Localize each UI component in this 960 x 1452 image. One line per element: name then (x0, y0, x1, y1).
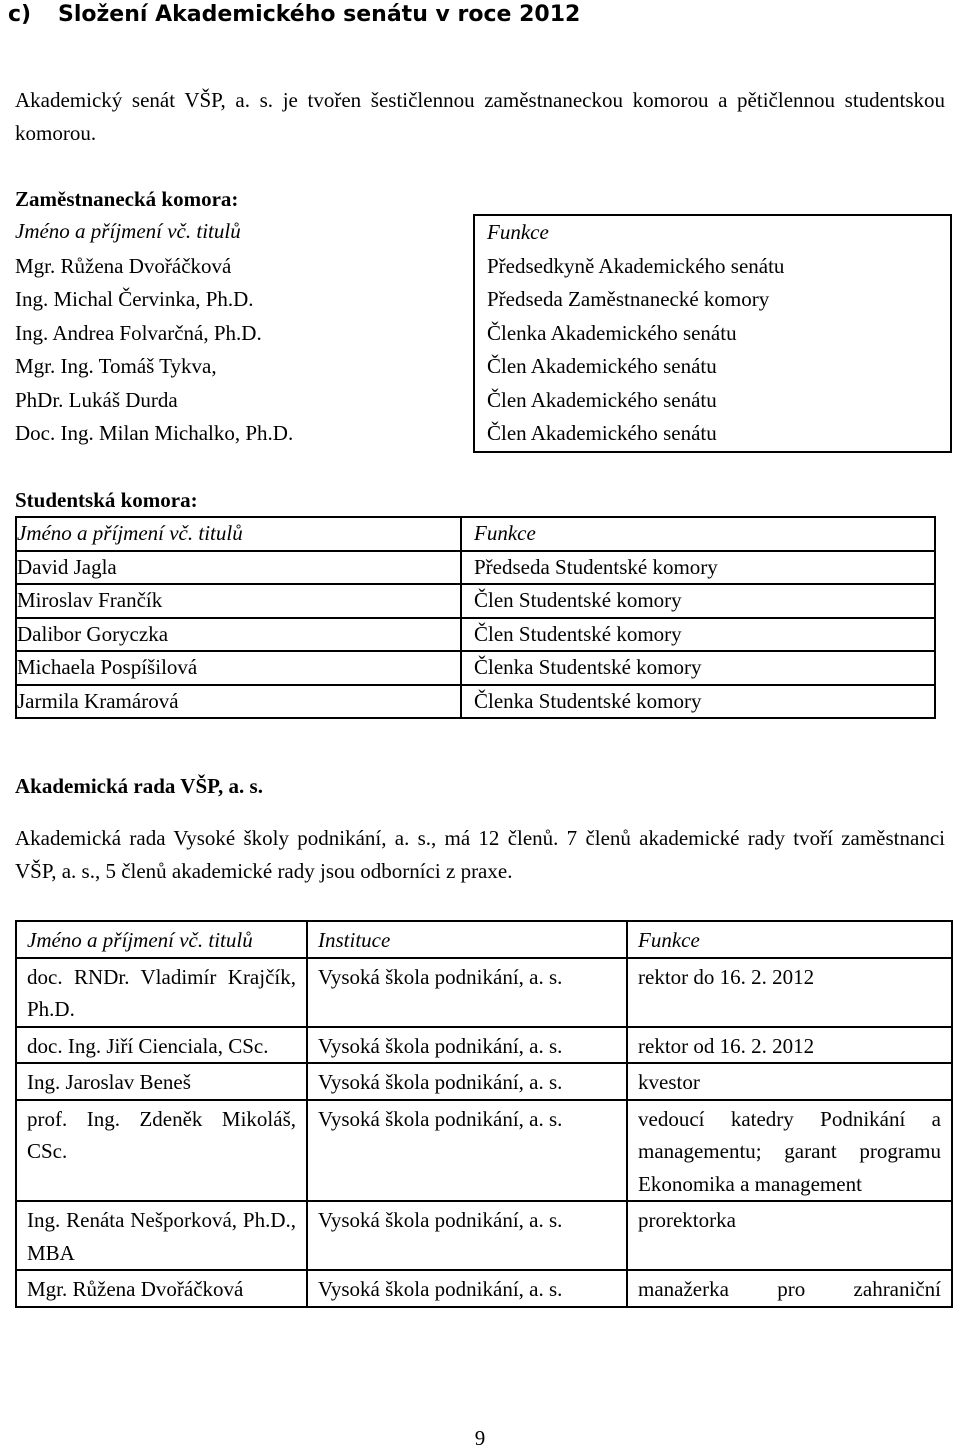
member-role: Člen Studentské komory (461, 618, 935, 652)
section-letter: c) (8, 2, 32, 27)
intro-paragraph: Akademický senát VŠP, a. s. je tvořen šestičlennou zaměstnaneckou komorou a pětičlennou studentskou komorou. (15, 88, 945, 145)
member-name: Mgr. Růžena Dvořáčková (16, 1270, 307, 1307)
member-role: vedoucí katedry Podnikání a managementu; garant programu Ekonomika a management (627, 1100, 952, 1202)
table-row (15, 283, 951, 317)
table-row (15, 317, 951, 351)
academic-council-table (15, 920, 953, 1308)
member-institution: Vysoká škola podnikání, a. s. (307, 1100, 627, 1202)
column-header-role: Funkce (474, 215, 951, 250)
member-institution: Vysoká škola podnikání, a. s. (307, 1201, 627, 1270)
member-role: Člen Akademického senátu (474, 350, 951, 384)
member-role: Členka Studentské komory (461, 651, 935, 685)
member-name: doc. Ing. Jiří Cienciala, CSc. (16, 1027, 307, 1064)
student-chamber-table (15, 516, 936, 719)
employee-chamber-table (15, 214, 952, 453)
member-name: doc. RNDr. Vladimír Krajčík, Ph.D. (16, 958, 307, 1027)
member-name: Ing. Michal Červinka, Ph.D. (15, 283, 474, 317)
member-role: Členka Studentské komory (461, 685, 935, 719)
table-header-row (16, 921, 952, 958)
member-name: Ing. Andrea Folvarčná, Ph.D. (15, 317, 474, 351)
table-row (16, 651, 935, 685)
member-institution: Vysoká škola podnikání, a. s. (307, 1063, 627, 1100)
member-name: Ing. Renáta Nešporková, Ph.D., MBA (16, 1201, 307, 1270)
employee-chamber-heading: Zaměstnanecká komora: (15, 187, 239, 211)
table-row (16, 1100, 952, 1202)
member-role: rektor do 16. 2. 2012 (627, 958, 952, 1027)
member-role: Předsedkyně Akademického senátu (474, 250, 951, 284)
table-row (15, 250, 951, 284)
member-name: prof. Ing. Zdeněk Mikoláš, CSc. (16, 1100, 307, 1202)
section-title: Složení Akademického senátu v roce 2012 (58, 2, 581, 27)
member-role: Předseda Zaměstnanecké komory (474, 283, 951, 317)
member-role: Člen Akademického senátu (474, 417, 951, 452)
member-role: kvestor (627, 1063, 952, 1100)
member-role: manažerka pro zahraniční (627, 1270, 952, 1307)
column-header-name: Jméno a příjmení vč. titulů (16, 921, 307, 958)
member-name: Jarmila Kramárová (16, 685, 461, 719)
member-name: PhDr. Lukáš Durda (15, 384, 474, 418)
table-row (16, 1270, 952, 1307)
table-row (16, 958, 952, 1027)
table-row (15, 417, 951, 452)
member-institution: Vysoká škola podnikání, a. s. (307, 958, 627, 1027)
academic-council-heading: Akademická rada VŠP, a. s. (15, 774, 263, 798)
column-header-name: Jméno a příjmení vč. titulů (16, 517, 461, 551)
member-name: Mgr. Ing. Tomáš Tykva, (15, 350, 474, 384)
member-role: prorektorka (627, 1201, 952, 1270)
column-header-institution: Instituce (307, 921, 627, 958)
member-role: Člen Akademického senátu (474, 384, 951, 418)
member-role: Předseda Studentské komory (461, 551, 935, 585)
member-name: David Jagla (16, 551, 461, 585)
member-role: rektor od 16. 2. 2012 (627, 1027, 952, 1064)
column-header-role: Funkce (461, 517, 935, 551)
member-role: Členka Akademického senátu (474, 317, 951, 351)
table-row (16, 551, 935, 585)
member-name: Doc. Ing. Milan Michalko, Ph.D. (15, 417, 474, 452)
member-institution: Vysoká škola podnikání, a. s. (307, 1027, 627, 1064)
member-name: Miroslav Frančík (16, 584, 461, 618)
table-row (16, 618, 935, 652)
table-row (16, 1201, 952, 1270)
academic-council-paragraph: Akademická rada Vysoké školy podnikání, a. s., má 12 členů. 7 členů akademické rady tvoří zaměstnanci VŠP, a. s., 5 členů akademické rady jsou odborníci z praxe. (15, 826, 945, 883)
student-chamber-heading: Studentská komora: (15, 488, 198, 512)
column-header-role: Funkce (627, 921, 952, 958)
column-header-name: Jméno a příjmení vč. titulů (15, 215, 474, 250)
section-heading (0, 0, 580, 30)
member-name: Michaela Pospíšilová (16, 651, 461, 685)
table-row (15, 384, 951, 418)
member-name: Dalibor Goryczka (16, 618, 461, 652)
page-number: 9 (474, 1426, 486, 1450)
table-row (16, 1027, 952, 1064)
member-institution: Vysoká škola podnikání, a. s. (307, 1270, 627, 1307)
member-name: Ing. Jaroslav Beneš (16, 1063, 307, 1100)
table-row (16, 685, 935, 719)
table-row (16, 584, 935, 618)
member-role: Člen Studentské komory (461, 584, 935, 618)
table-header-row (16, 517, 935, 551)
table-row (16, 1063, 952, 1100)
table-header-row (15, 215, 951, 250)
table-row (15, 350, 951, 384)
member-name: Mgr. Růžena Dvořáčková (15, 250, 474, 284)
